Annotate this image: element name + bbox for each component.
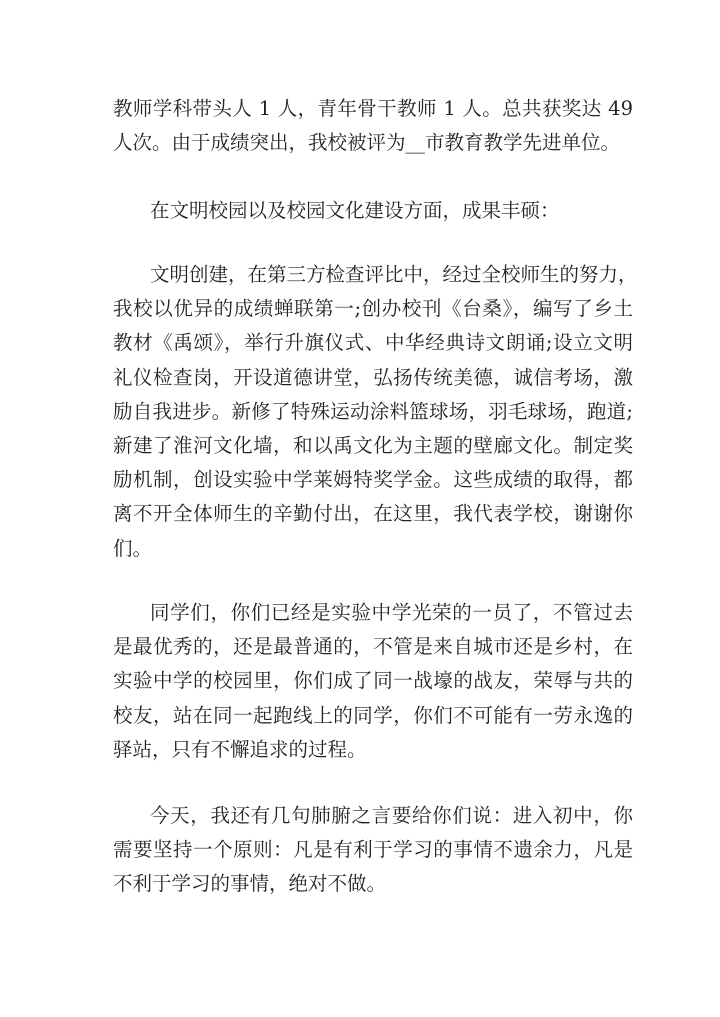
text-line: 励自我进步。新修了特殊运动涂料篮球场，羽毛球场，跑道; — [113, 399, 633, 423]
text-line: 同学们，你们已经是实验中学光荣的一员了，不管过去 — [150, 601, 633, 624]
text-line: 不利于学习的事情，绝对不做。 — [113, 872, 387, 896]
text-line: 教师学科带头人 1 人，青年骨干教师 1 人。总共获奖达 49 — [113, 97, 633, 120]
text-line: 励机制，创设实验中学莱姆特奖学金。这些成绩的取得，都 — [113, 468, 633, 492]
text-line: 今天，我还有几句肺腑之言要给你们说：进入初中，你 — [150, 804, 633, 827]
text-line: 在文明校园以及校园文化建设方面，成果丰硕： — [150, 199, 560, 222]
text-line: 需要坚持一个原则：凡是有利于学习的事情不遗余力，凡是 — [113, 838, 633, 862]
text-line: 校友，站在同一起跑线上的同学，你们不可能有一劳永逸的 — [113, 703, 633, 727]
text-line: 人次。由于成绩突出，我校被评为__市教育教学先进单位。 — [113, 131, 621, 155]
text-line: 实验中学的校园里，你们成了同一战壕的战友，荣辱与共的 — [113, 669, 633, 693]
text-line: 驿站，只有不懈追求的过程。 — [113, 737, 367, 761]
text-line: 离不开全体师生的辛勤付出，在这里，我代表学校，谢谢你 — [113, 502, 633, 526]
paragraph-advice — [113, 799, 633, 902]
text-line: 文明创建，在第三方检查评比中，经过全校师生的努力， — [150, 263, 638, 286]
paragraph-achievements — [113, 92, 633, 160]
text-line: 教材《禹颂》，举行升旗仪式、中华经典诗文朗诵;设立文明 — [113, 331, 633, 355]
paragraph-classmates — [113, 596, 633, 767]
paragraph-campus-culture-intro — [113, 194, 633, 228]
text-line: 是最优秀的，还是最普通的，不管是来自城市还是乡村，在 — [113, 635, 633, 659]
text-line: 我校以优异的成绩蝉联第一;创办校刊《台桑》，编写了乡土 — [113, 297, 633, 321]
text-line: 礼仪检查岗，开设道德讲堂，弘扬传统美德，诚信考场，激 — [113, 365, 633, 389]
text-line: 们。 — [113, 536, 153, 560]
text-line: 新建了淮河文化墙，和以禹文化为主题的壁廊文化。制定奖 — [113, 433, 633, 457]
paragraph-civilization-building — [113, 258, 638, 566]
